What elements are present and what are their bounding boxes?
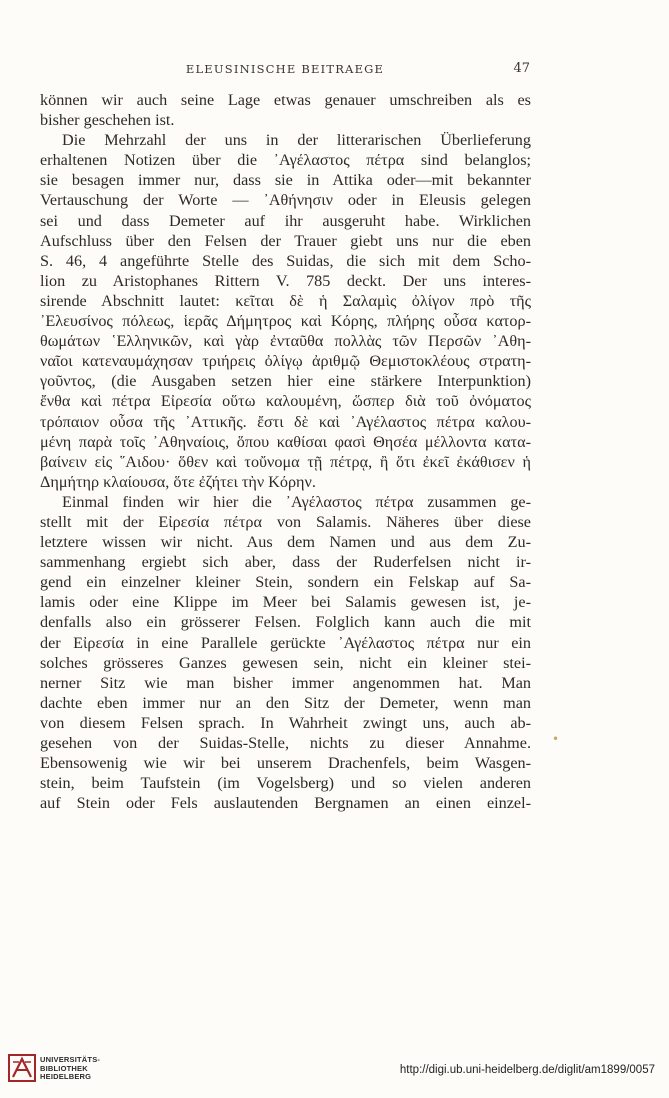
text-line: gesehen von der Suidas-Stelle, nichts zu dieser Annahme. bbox=[40, 734, 531, 752]
text-line: Einmal finden wir hier die ᾿Αγέλαστος πέτρα zusammen ge- bbox=[62, 492, 531, 511]
text-line: Ebensowenig wie wir bei unserem Drachenfels, beim Wasgen- bbox=[40, 754, 531, 773]
text-line: denfalls also ein grösserer Felsen. Folglich kann auch die mit bbox=[40, 613, 531, 632]
text-line: ναῖοι κατεναυμάχησαν τριήρεις ὀλίγῳ ἀριθμῷ Θεμιστοκλέους στρατη- bbox=[40, 352, 531, 371]
text-line: stellt mit der Εἰρεσία πέτρα von Salamis. Näheres über diese bbox=[40, 512, 531, 531]
text-line: μένη παρὰ τοῖς ᾿Αθηναίοις, ὅπου καθίσαι φασὶ Θησέα μέλλοντα κατα- bbox=[40, 432, 531, 451]
text-line: Δημήτηρ κλαίουσα, ὅτε ἐζήτει τὴν Κόρην. bbox=[40, 472, 316, 491]
text-line: letztere wissen wir nicht. Aus dem Namen und aus dem Zu- bbox=[40, 533, 531, 552]
text-line: βαίνειν εἰς ῞Αιδου· ὅθεν καὶ τοὔνομα τῇ πέτρᾳ, ἢ ὅτι ἐκεῖ ἐκάθισεν ἡ bbox=[40, 452, 531, 471]
library-name-line: BIBLIOTHEK bbox=[40, 1063, 88, 1073]
text-line: auf Stein oder Fels auslautenden Bergnamen an einen einzel- bbox=[40, 794, 531, 813]
library-name-line: HEIDELBERG bbox=[40, 1072, 92, 1082]
text-line: sammenhang ergiebt sich aber, dass der Ruderfelsen nicht ir- bbox=[40, 553, 531, 572]
text-line: Aufschluss über den Felsen der Trauer giebt uns nur die eben bbox=[40, 231, 531, 250]
text-line: τρόπαιον οὖσα τῆς ᾿Αττικῆς. ἔστι δὲ καὶ ᾿Αγέλαστος πέτρα καλου- bbox=[40, 412, 531, 431]
running-head bbox=[40, 62, 530, 80]
text-line: solches grösseres Ganzes gewesen sein, nicht ein kleiner stei- bbox=[40, 653, 531, 672]
text-line: S. 46, 4 angeführte Stelle des Suidas, die sich mit dem Scho- bbox=[40, 251, 531, 270]
margin-mark: • bbox=[552, 732, 560, 746]
text-line: erhaltenen Notizen über die ᾿Αγέλαστος πέτρα sind belanglos; bbox=[40, 151, 531, 170]
text-line: von diesem Felsen sprach. In Wahrheit zwingt uns, auch ab- bbox=[40, 713, 531, 732]
text-line: der Εἰρεσία in eine Parallele gerückte ᾿Αγέλαστος πέτρα nur ein bbox=[40, 633, 531, 652]
text-line: nerner Sitz wie man bisher immer angenommen hat. Man bbox=[40, 673, 531, 692]
text-line: Vertauschung der Worte — ᾿Αθήνησιν oder in Eleusis gelegen bbox=[40, 191, 531, 210]
body-text bbox=[40, 90, 531, 813]
text-line: können wir auch seine Lage etwas genauer umschreiben als es bbox=[40, 91, 531, 109]
text-line: Die Mehrzahl der uns in der litterarischen Überlieferung bbox=[62, 131, 531, 150]
text-line: lamis oder eine Klippe im Meer bei Salamis gewesen ist, je- bbox=[40, 593, 531, 612]
text-line: sei und dass Demeter auf ihr ausgeruht habe. Wirklichen bbox=[40, 211, 531, 230]
text-line: ᾿Ελευσίνος πόλεως, ἱερᾶς Δήμητρος καὶ Κόρης, πλήρης οὖσα κατορ- bbox=[40, 312, 531, 331]
library-logo-icon bbox=[8, 1054, 36, 1082]
source-url: http://digi.ub.uni-heidelberg.de/diglit/am1899/0057 bbox=[399, 1064, 655, 1076]
text-line: θωμάτων ῾Ελληνικῶν, καὶ γὰρ ἐνταῦθα πολλὰς τῶν Περσῶν ᾿Αθη- bbox=[40, 332, 531, 351]
text-line: gend ein einzelner kleiner Stein, sondern ein Felskap auf Sa- bbox=[40, 573, 531, 592]
running-title: ELEUSINISCHE BEITRAEGE bbox=[185, 62, 385, 76]
text-line: sirende Abschnitt lautet: κεῖται δὲ ἡ Σαλαμὶς ὀλίγον πρὸ τῆς bbox=[40, 291, 531, 310]
library-name bbox=[40, 1056, 100, 1082]
page-number: 47 bbox=[513, 61, 530, 76]
text-line: dachte eben immer nur an den Sitz der Demeter, wenn man bbox=[40, 693, 531, 712]
text-line: ἔνθα καὶ πέτρα Εἰρεσία οὕτω καλουμένη, ὥσπερ διὰ τοῦ ὀνόματος bbox=[40, 392, 531, 411]
text-line: stein, beim Taufstein (im Vogelsberg) und so vielen anderen bbox=[40, 774, 531, 793]
footer bbox=[0, 1050, 669, 1098]
text-line: sie besagen immer nur, dass sie in Attika oder—mit bekannter bbox=[40, 171, 531, 190]
text-line: lion zu Aristophanes Rittern V. 785 deckt. Der uns interes- bbox=[40, 271, 531, 290]
text-line: γοῦντος, (die Ausgaben setzen hier eine stärkere Interpunktion) bbox=[40, 372, 531, 391]
library-name-line: UNIVERSITÄTS- bbox=[40, 1055, 101, 1064]
text-line: bisher geschehen ist. bbox=[40, 111, 175, 130]
